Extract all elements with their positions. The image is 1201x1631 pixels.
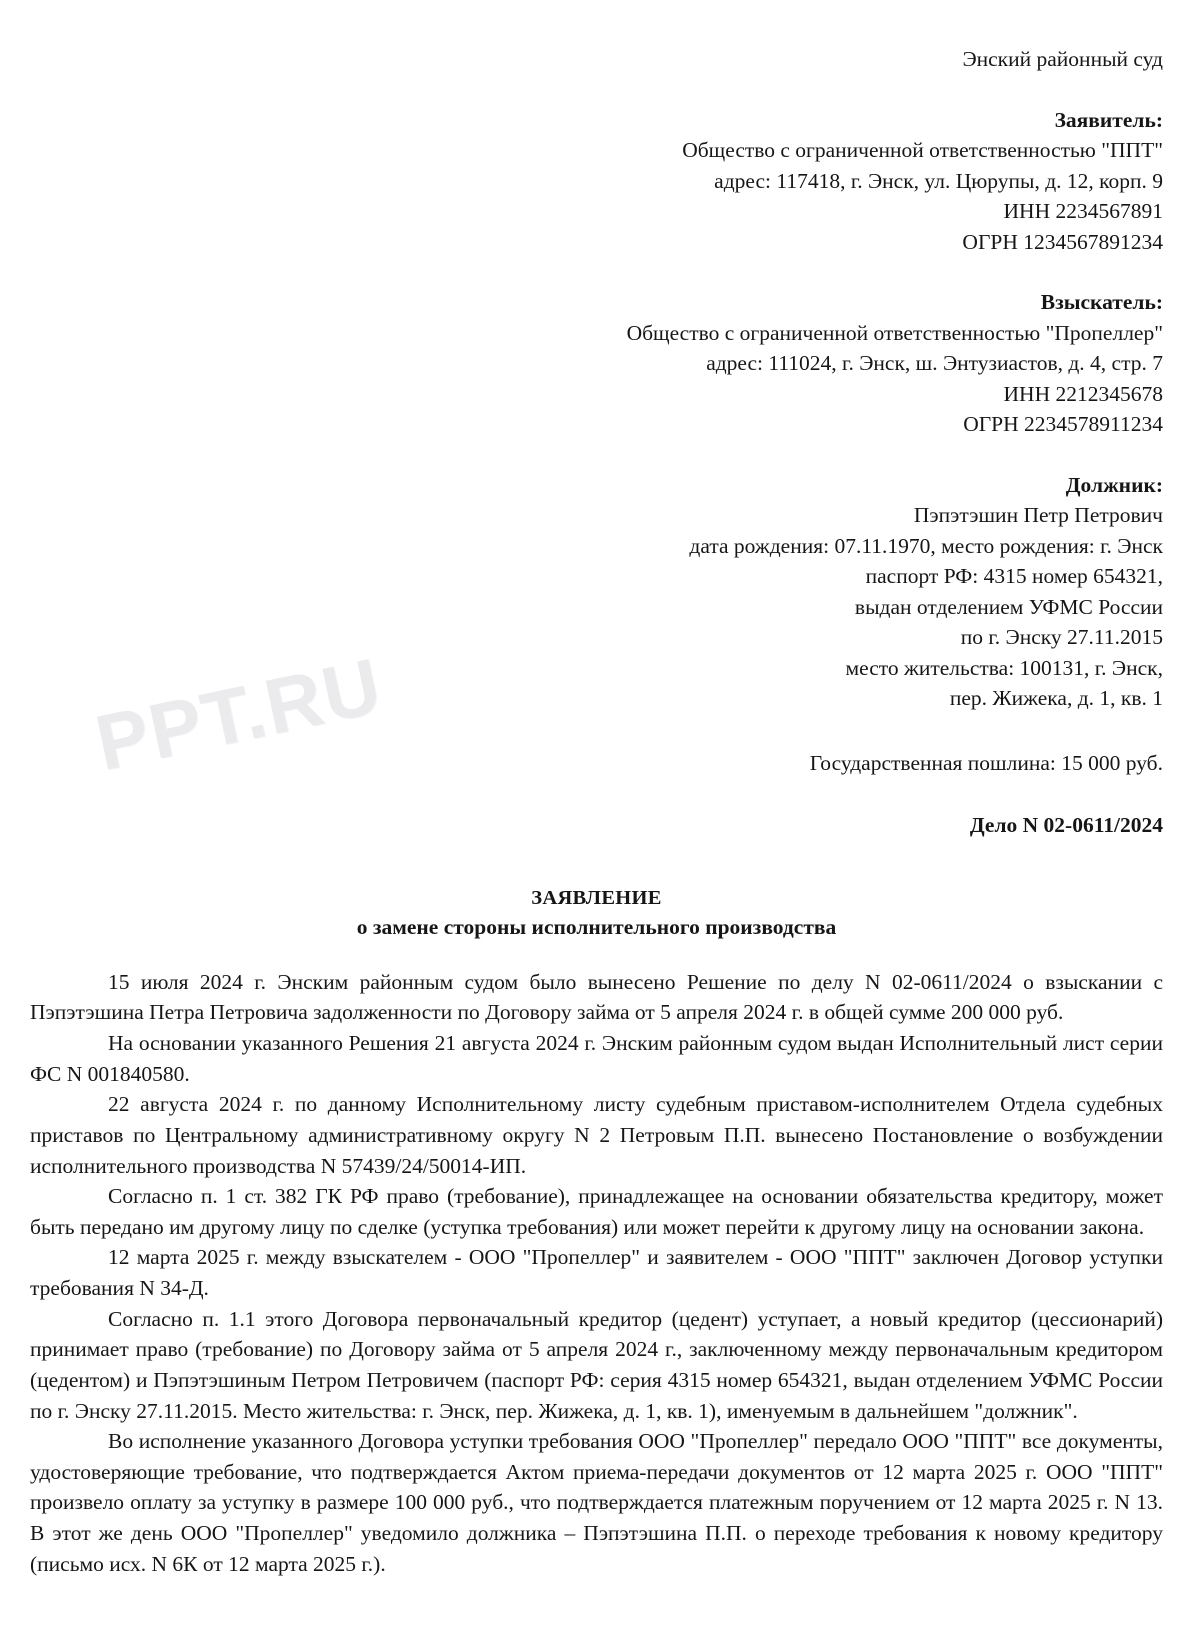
document-header — [30, 44, 1163, 841]
claimant-address: адрес: 111024, г. Энск, ш. Энтузиастов, д. 4, стр. 7 — [706, 351, 1163, 376]
claimant-block — [30, 287, 1163, 440]
body-paragraph: Во исполнение указанного Договора уступки требования ООО "Пропеллер" передало ООО "ППТ" все документы, удостоверяющие требование, что подтверждается Актом приема-передачи документов от 12 марта 2025 г. ООО "ППТ" произвело оплату за уступку в размере 100 000 руб., что подтверждается платежным поручением от 12 марта 2025 г. N 13. В этот же день ООО "Пропеллер" уведомило должника – Пэпэтэшина П.П. о переходе требования к новому кредитору (письмо исх. N 6К от 12 марта 2025 г.). — [30, 1429, 1163, 1576]
state-fee: Государственная пошлина: 15 000 руб. — [809, 750, 1163, 775]
applicant-inn: ИНН 2234567891 — [1003, 199, 1163, 224]
claimant-ogrn: ОГРН 2234578911234 — [963, 412, 1163, 437]
body-paragraph: 22 августа 2024 г. по данному Исполнительному листу судебным приставом-исполнителем Отдела судебных приставов по Центральному административному округу N 2 Петровым П.П. вынесено Постановление о возбуждении исполнительного производства N 57439/24/50014-ИП. — [30, 1092, 1163, 1178]
debtor-passport: паспорт РФ: 4315 номер 654321, — [865, 564, 1163, 589]
debtor-passport-issuer: выдан отделением УФМС России — [854, 594, 1163, 619]
debtor-passport-issue-place-date: по г. Энску 27.11.2015 — [960, 625, 1163, 650]
debtor-residence-line-2: пер. Жижека, д. 1, кв. 1 — [949, 686, 1163, 711]
body-paragraph: Согласно п. 1.1 этого Договора первоначальный кредитор (цедент) уступает, а новый кредитор (цессионарий) принимает право (требование) по Договору займа от 5 апреля 2024 г., заключенному между первоначальным кредитором (цедентом) и Пэпэтэшиным Петром Петровичем (паспорт РФ: серия 4315 номер 654321, выдан отделением УФМС России по г. Энску 27.11.2015. Место жительства: г. Энск, пер. Жижека, д. 1, кв. 1), именуемым в дальнейшем "должник". — [30, 1306, 1163, 1423]
applicant-name: Общество с ограниченной ответственностью "ППТ" — [682, 138, 1163, 163]
claimant-name: Общество с ограниченной ответственностью "Пропеллер" — [626, 320, 1163, 345]
debtor-label: Должник: — [1065, 472, 1163, 497]
body-paragraph: Согласно п. 1 ст. 382 ГК РФ право (требование), принадлежащее на основании обязательства кредитору, может быть передано им другому лицу по сделке (уступка требования) или может перейти к другому лицу на основании закона. — [30, 1184, 1163, 1239]
claimant-label: Взыскатель: — [1040, 290, 1163, 315]
title-section — [30, 887, 1163, 940]
body-paragraph: На основании указанного Решения 21 августа 2024 г. Энским районным судом выдан Исполнительный лист серии ФС N 001840580. — [30, 1031, 1163, 1086]
debtor-birth: дата рождения: 07.11.1970, место рождения: г. Энск — [689, 533, 1163, 558]
applicant-address: адрес: 117418, г. Энск, ул. Цюрупы, д. 12, корп. 9 — [714, 168, 1163, 193]
document-subtitle: о замене стороны исполнительного производства — [356, 914, 837, 939]
applicant-label: Заявитель: — [1054, 107, 1163, 132]
applicant-block — [30, 105, 1163, 258]
watermark-ppt-ru: PPT.RU — [88, 640, 390, 788]
body-paragraph: 12 марта 2025 г. между взыскателем - ООО "Пропеллер" и заявителем - ООО "ППТ" заключен Договор уступки требования N 34-Д. — [30, 1245, 1163, 1301]
case-number: Дело N 02-0611/2024 — [969, 813, 1163, 838]
court-name: Энский районный суд — [962, 47, 1163, 71]
applicant-ogrn: ОГРН 1234567891234 — [962, 229, 1163, 254]
document-title: ЗАЯВЛЕНИЕ — [531, 886, 662, 909]
document-body — [30, 967, 1163, 1580]
body-paragraph: 15 июля 2024 г. Энским районным судом было вынесено Решение по делу N 02-0611/2024 о взыскании с Пэпэтэшина Петра Петровича задолженности по Договору займа от 5 апреля 2024 г. в общей сумме 200 000 руб. — [30, 969, 1163, 1025]
debtor-residence-line-1: место жительства: 100131, г. Энск, — [845, 655, 1163, 680]
debtor-name: Пэпэтэшин Петр Петрович — [913, 503, 1163, 528]
claimant-inn: ИНН 2212345678 — [1003, 381, 1163, 406]
debtor-block — [30, 470, 1163, 714]
